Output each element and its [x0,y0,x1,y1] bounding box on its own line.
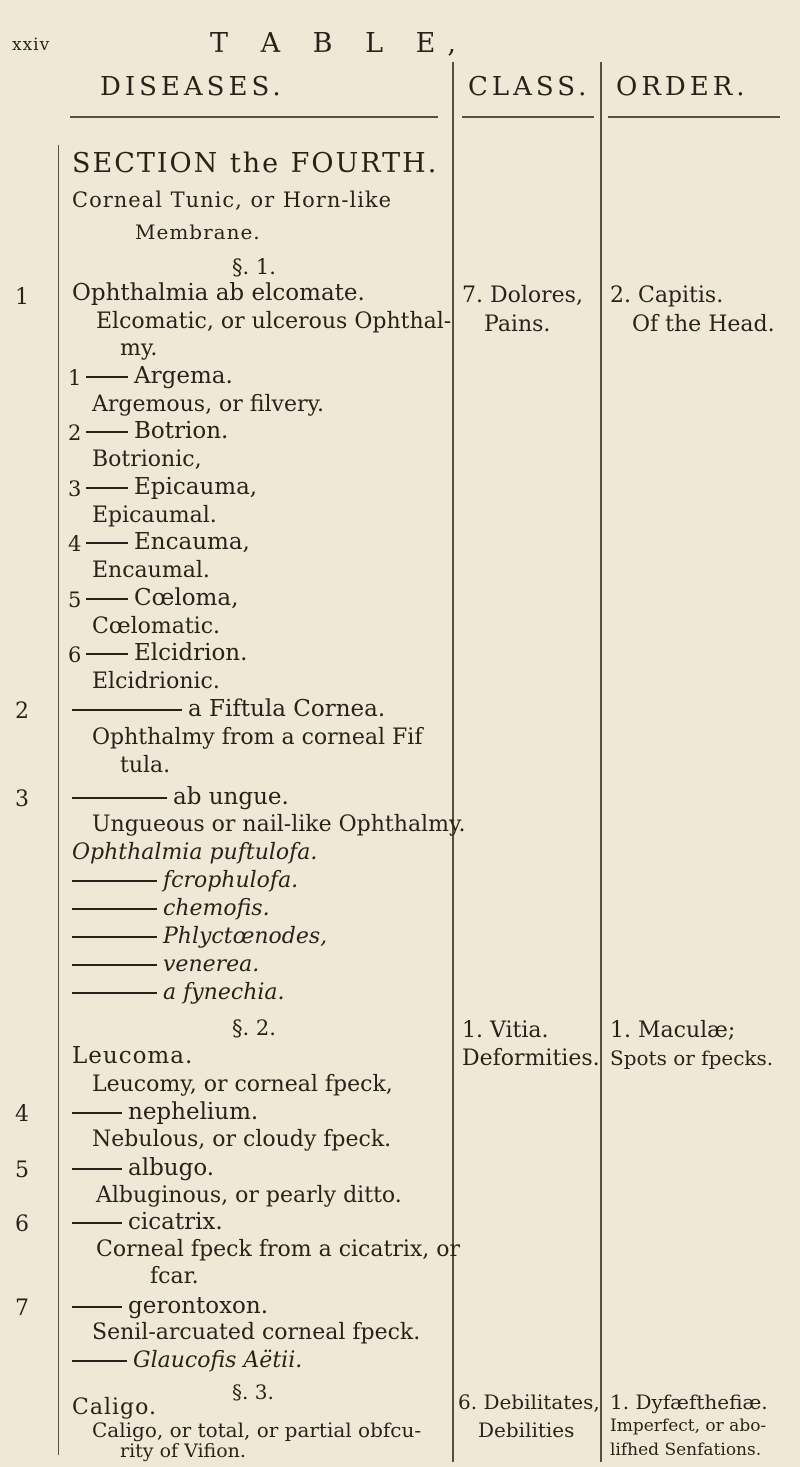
ditto-dash [86,487,128,489]
ditto-dash [72,908,157,910]
entry-gerontoxon-text: gerontoxon. [128,1293,269,1319]
entry-nephelium-text: nephelium. [128,1099,259,1125]
entry-argema [86,363,233,389]
margin-number-4: 4 [15,1102,29,1127]
header-rule-class [462,116,594,118]
entry-epicauma-text: Epicauma, [134,474,258,500]
entry-caligo-total-cont: rity of Vifion. [120,1440,246,1462]
line-number-4: 4 [68,532,82,556]
column-heading-order: ORDER. [616,72,749,102]
ditto-dash [72,1168,122,1170]
class-1-deformities: Deformities. [462,1046,600,1071]
line-number-1: 1 [68,366,82,390]
entry-epicauma [86,474,257,500]
entry-elcidrion [86,640,247,666]
order-2-capitis: 2. Capitis. [610,283,724,308]
entry-chemosis-text: chemofis. [163,896,270,921]
section-subtitle-2: Membrane. [135,220,261,244]
entry-glaucosis [72,1348,302,1373]
margin-number-3: 3 [15,787,29,812]
entry-nephelium [72,1099,258,1125]
ditto-dash [72,992,157,994]
entry-venerea-text: venerea. [163,952,260,977]
margin-number-5: 5 [15,1158,29,1183]
entry-fistula-cornea-text: a Fiftula Cornea. [188,696,386,722]
ditto-dash [72,1112,122,1114]
entry-fistula-cornea [72,696,385,722]
running-title: T A B L E, [210,28,468,59]
entry-ab-ungue [72,784,289,810]
ditto-dash [86,376,128,378]
entry-corneal-speck-cicatrix-cont: fcar. [150,1264,199,1289]
entry-leucoma: Leucoma. [72,1043,194,1069]
ditto-dash [86,653,128,655]
line-number-2: 2 [68,421,82,445]
entry-argemous: Argemous, or filvery. [92,392,324,417]
entry-argema-text: Argema. [134,363,233,389]
entry-elcidrionic: Elcidrionic. [92,669,220,694]
entry-ophthalmy-fistula-cont: tula. [120,753,171,778]
column-divider-2 [600,62,602,1462]
entry-cicatrix-text: cicatrix. [128,1209,223,1235]
ditto-dash [86,542,128,544]
entry-botrion-text: Botrion. [134,418,229,444]
ditto-dash [72,1222,122,1224]
paragraph-mark-1: §. 1. [232,255,276,279]
entry-encauma-text: Encauma, [134,529,250,555]
line-number-6: 6 [68,643,82,667]
entry-venerea [72,952,259,977]
paragraph-mark-2: §. 2. [232,1016,276,1040]
entry-gerontoxon [72,1293,268,1319]
order-1-imperfect: Imperfect, or abo- [610,1416,767,1436]
class-1-vitia: 1. Vitia. [462,1018,549,1043]
column-heading-diseases: DISEASES. [100,72,285,102]
entry-ophthalmy-fistula: Ophthalmy from a corneal Fif [92,725,423,750]
entry-glaucosis-text: Glaucofis Aëtii. [133,1348,303,1373]
ditto-dash [72,880,157,882]
page-number: xxiv [12,35,51,55]
entry-albuginous: Albuginous, or pearly ditto. [96,1183,402,1208]
entry-ab-ungue-text: ab ungue. [173,784,289,810]
class-6-debilities: Debilities [478,1418,575,1442]
entry-elcomatic-cont: my. [120,336,158,361]
margin-number-2: 2 [15,699,29,724]
entry-phlyctaenodes-text: Phlyctœnodes, [163,924,328,949]
margin-number-1: 1 [15,285,29,310]
entry-chemosis [72,896,270,921]
header-rule-order [608,116,780,118]
entry-encauma [86,529,250,555]
ditto-dash [72,797,167,799]
order-1-senfations: lifhed Senfations. [610,1440,762,1460]
left-margin-rule [58,145,59,1455]
entry-cicatrix [72,1209,223,1235]
entry-albugo-text: albugo. [128,1155,215,1181]
entry-elcomatic: Elcomatic, or ulcerous Ophthal- [96,309,452,334]
ditto-dash [86,431,128,433]
entry-synechia [72,980,285,1005]
entry-elcidrion-text: Elcidrion. [134,640,248,666]
entry-leucomy: Leucomy, or corneal fpeck, [92,1072,393,1097]
entry-botrionic: Botrionic, [92,447,202,472]
ditto-dash [72,936,157,938]
entry-botrion [86,418,228,444]
ditto-dash [72,1306,122,1308]
entry-scrophulosa-text: fcrophulofa. [163,868,299,893]
order-1-maculae: 1. Maculæ; [610,1018,736,1043]
line-number-3: 3 [68,477,82,501]
column-heading-class: CLASS. [468,72,591,102]
ditto-dash [86,598,128,600]
entry-scrophulosa [72,868,298,893]
order-2-head: Of the Head. [632,312,775,337]
line-number-5: 5 [68,588,82,612]
entry-coeloma [86,585,238,611]
order-1-dysaesthesiae: 1. Dyfæfthefiæ. [610,1390,768,1414]
entry-phlyctaenodes [72,924,327,949]
order-1-spots: Spots or fpecks. [610,1046,774,1070]
entry-encaumal: Encaumal. [92,558,210,583]
entry-caligo-total: Caligo, or total, or partial obfcu- [92,1418,422,1442]
entry-coelomatic: Cœlomatic. [92,614,221,639]
paragraph-mark-3: §. 3. [232,1380,274,1404]
entry-synechia-text: a fynechia. [163,980,285,1005]
entry-ophthalmia-elcomate: Ophthalmia ab elcomate. [72,280,365,306]
entry-ungueous: Ungueous or nail-like Ophthalmy. [92,812,466,837]
entry-ophthalmia-pustulosa: Ophthalmia puftulofa. [72,840,318,865]
margin-number-6: 6 [15,1212,29,1237]
entry-epicaumal: Epicaumal. [92,503,217,528]
entry-caligo: Caligo. [72,1395,157,1420]
class-7-dolores: 7. Dolores, [462,283,583,308]
entry-coeloma-text: Cœloma, [134,585,239,611]
section-subtitle-1: Corneal Tunic, or Horn-like [72,188,393,212]
section-title: SECTION the FOURTH. [72,148,439,179]
entry-corneal-speck-cicatrix: Corneal fpeck from a cicatrix, or [96,1237,461,1262]
header-rule-diseases [70,116,438,118]
class-7-pains: Pains. [484,312,551,337]
ditto-dash [72,964,157,966]
ditto-dash [72,1360,127,1362]
entry-nebulous: Nebulous, or cloudy fpeck. [92,1127,392,1152]
ditto-dash [72,709,182,711]
class-6-debilitates: 6. Debilitates, [458,1390,600,1414]
entry-senil-arcuated: Senil-arcuated corneal fpeck. [92,1320,421,1345]
margin-number-7: 7 [15,1296,29,1321]
entry-albugo [72,1155,214,1181]
